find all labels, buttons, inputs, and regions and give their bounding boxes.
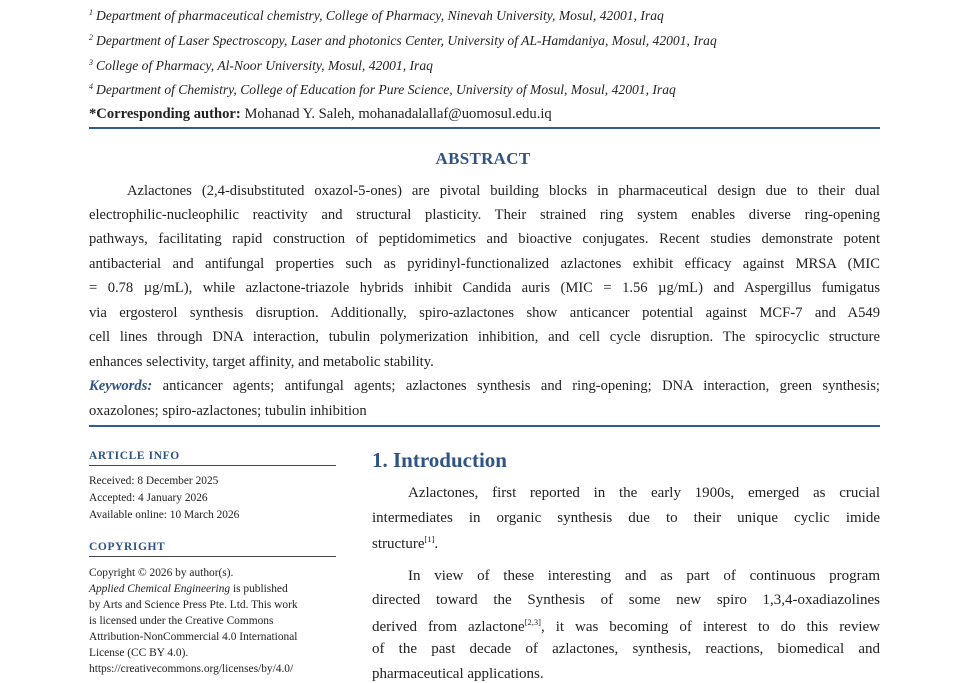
affiliation-1 (89, 8, 664, 24)
intro-text: . (434, 536, 439, 552)
abstract-line: Azlactones (2,4-disubstituted oxazol-5-ones) are pivotal building blocks in pharmaceutical design due to their dual (127, 183, 880, 199)
copyright-line: by Arts and Science Press Pte. Ltd. This work (89, 599, 298, 611)
keywords-label: Keywords: (89, 378, 153, 394)
accepted-date: Accepted: 4 January 2026 (89, 492, 208, 504)
intro-line (372, 617, 880, 636)
article-info-heading: ARTICLE INFO (89, 450, 180, 462)
copyright-line: License (CC BY 4.0). (89, 647, 189, 659)
citation[interactable]: [1] (424, 534, 435, 544)
copyright-line: is licensed under the Creative Commons (89, 615, 274, 627)
introduction-heading: 1. Introduction (372, 448, 507, 472)
license-link[interactable]: https://creativecommons.org/licenses/by/4.0/ (89, 663, 294, 675)
divider-top (89, 127, 880, 129)
available-date: Available online: 10 March 2026 (89, 509, 240, 521)
affiliation-text: Department of Laser Spectroscopy, Laser and photonics Center, University of AL-Hamdaniya, Mosul, 42001, Iraq (96, 33, 717, 48)
corresponding-text: Mohanad Y. Saleh, mohanadalallaf@uomosul.edu.iq (244, 106, 552, 122)
received-date: Received: 8 December 2025 (89, 475, 219, 487)
intro-line: of the past decade of azlactones, synthesis, reactions, biomedical and (372, 641, 880, 657)
affiliation-marker: 3 (89, 58, 93, 67)
affiliation-marker: 2 (89, 33, 93, 42)
citation[interactable]: [2,3] (524, 617, 541, 627)
divider-abstract (89, 425, 880, 427)
affiliation-text: Department of pharmaceutical chemistry, College of Pharmacy, Ninevah University, Mosul, 42001, Iraq (96, 8, 664, 23)
copyright-rule (89, 556, 336, 557)
intro-line: directed toward the Synthesis of some new spiro 1,3,4-oxadiazolines (372, 592, 880, 608)
intro-line: Azlactones, first reported in the early 1900s, emerged as crucial (408, 485, 880, 501)
keywords-text: anticancer agents; antifungal agents; azlactones synthesis and ring-opening; DNA interaction, green synthesis; (162, 378, 880, 394)
intro-text: , it was becoming of interest to do this review (540, 619, 880, 635)
abstract-line: enhances selectivity, target affinity, and metabolic stability. (89, 354, 434, 370)
intro-text: structure (372, 536, 425, 552)
keywords-line (89, 377, 880, 396)
affiliation-marker: 1 (89, 8, 93, 17)
copyright-line: Attribution-NonCommercial 4.0 International (89, 631, 298, 643)
copyright-line (89, 582, 288, 597)
intro-line: intermediates in organic synthesis due to their unique cyclic imide (372, 510, 880, 526)
intro-line: pharmaceutical applications. (372, 666, 544, 682)
affiliation-marker: 4 (89, 82, 93, 91)
abstract-line: cell lines through DNA interaction, tubulin polymerization inhibition, and cell cycle disruption. The spirocyclic structure (89, 329, 880, 345)
intro-text: derived from azlactone (372, 619, 525, 635)
copyright-heading: COPYRIGHT (89, 541, 166, 553)
affiliation-2 (89, 33, 717, 49)
corresponding-label: *Corresponding author: (89, 106, 241, 122)
copyright-line: Copyright © 2026 by author(s). (89, 567, 234, 579)
affiliation-text: College of Pharmacy, Al-Noor University, Mosul, 42001, Iraq (96, 58, 433, 73)
intro-line: In view of these interesting and as part of continuous program (408, 568, 880, 584)
abstract-line: antibacterial and antifungal properties such as pyridinyl-functionalized azlactones exhibit efficacy against MRSA (MIC (89, 256, 880, 272)
copyright-text: is published (230, 583, 288, 595)
affiliation-3 (89, 58, 433, 74)
abstract-line: via ergosterol synthesis disruption. Additionally, spiro-azlactones show anticancer potential against MCF-7 and A549 (89, 305, 880, 321)
abstract-line: electrophilic-nucleophilic reactivity and structural plasticity. Their strained ring system enables diverse ring-opening (89, 207, 880, 223)
corresponding-author (89, 106, 552, 123)
abstract-line: pathways, facilitating rapid construction of peptidomimetics and bioactive conjugates. Recent studies demonstrate potent (89, 231, 880, 247)
keywords-line-2: oxazolones; spiro-azlactones; tubulin inhibition (89, 403, 367, 419)
affiliation-text: Department of Chemistry, College of Education for Pure Science, University of Mosul, Mosul, 42001, Iraq (96, 82, 676, 97)
journal-name: Applied Chemical Engineering (89, 583, 231, 595)
abstract-line: = 0.78 µg/mL), while azlactone-triazole hybrids inhibit Candida auris (MIC = 1.56 µg/mL) and Aspergillus fumigatus (89, 280, 880, 296)
intro-line (372, 534, 880, 553)
affiliation-4 (89, 82, 676, 98)
abstract-title: ABSTRACT (435, 149, 531, 168)
article-info-rule (89, 465, 336, 466)
